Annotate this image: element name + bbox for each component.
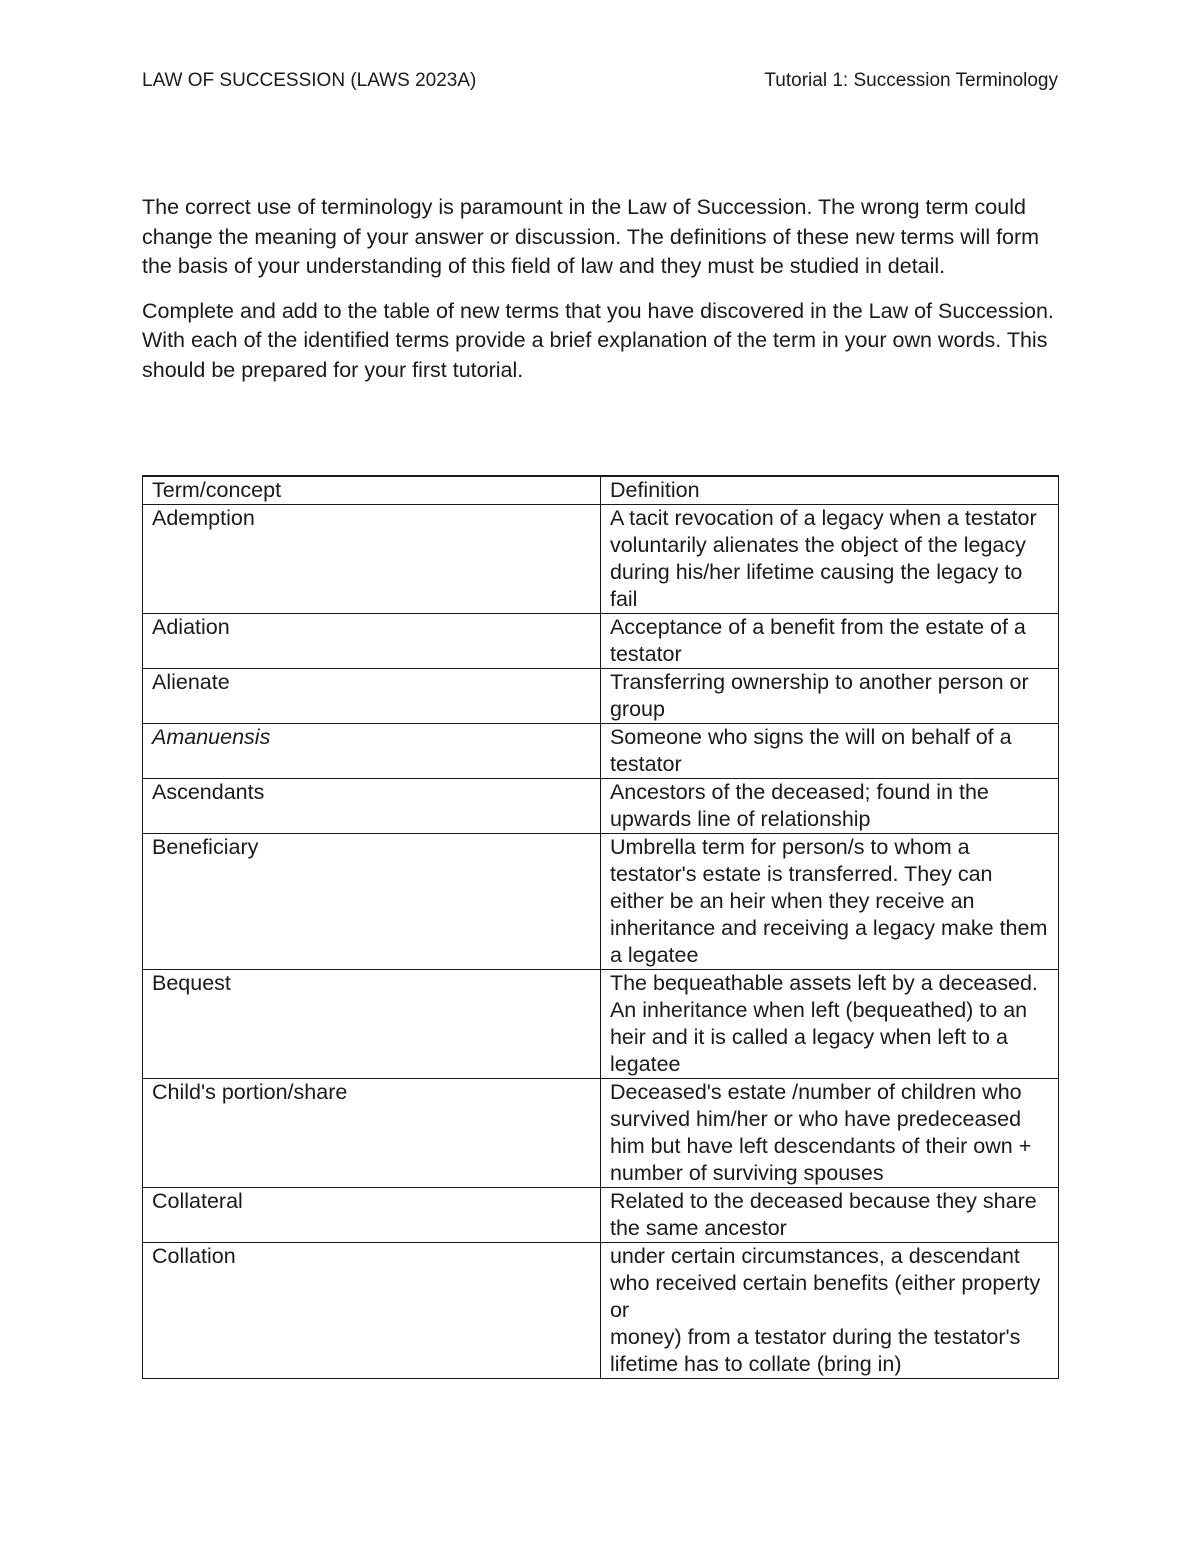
- table-row: [143, 1188, 1059, 1243]
- term-cell: Ademption: [143, 505, 601, 614]
- definition-cell: Transferring ownership to another person or group: [600, 669, 1058, 724]
- definition-cell: Ancestors of the deceased; found in the upwards line of relationship: [600, 779, 1058, 834]
- definition-cell: Acceptance of a benefit from the estate of a testator: [600, 614, 1058, 669]
- term-cell: Adiation: [143, 614, 601, 669]
- table-row: [143, 1243, 1059, 1379]
- term-cell: Collateral: [143, 1188, 601, 1243]
- table-row: [143, 724, 1059, 779]
- terminology-table: [142, 475, 1059, 1379]
- definition-line: money) from a testator during the testator's lifetime has to collate (bring in): [609, 1325, 1021, 1376]
- definition-cell: Umbrella term for person/s to whom a testator's estate is transferred. They can either be an heir when they receive an inheritance and receiving a legacy make them a legatee: [600, 834, 1058, 970]
- definition-cell: Related to the deceased because they share the same ancestor: [600, 1188, 1058, 1243]
- definition-line: under certain circumstances, a descendant who received certain benefits (either property or: [609, 1244, 1041, 1322]
- definition-cell: A tacit revocation of a legacy when a testator voluntarily alienates the object of the legacy during his/her lifetime causing the legacy to fail: [600, 505, 1058, 614]
- table-row: [143, 505, 1059, 614]
- course-title: LAW OF SUCCESSION (LAWS 2023A): [142, 70, 477, 91]
- tutorial-title: Tutorial 1: Succession Terminology: [764, 70, 1058, 91]
- table-row: [143, 970, 1059, 1079]
- header-definition: Definition: [600, 476, 1058, 505]
- intro-text: [142, 193, 1058, 400]
- page-header: [142, 70, 1058, 98]
- intro-paragraph-2: Complete and add to the table of new terms that you have discovered in the Law of Succession. With each of the identified terms provide a brief explanation of the term in your own words. This should be prepared for your first tutorial.: [142, 298, 1054, 382]
- intro-paragraph-1: The correct use of terminology is paramount in the Law of Succession. The wrong term could change the meaning of your answer or discussion. The definitions of these new terms will form the basis of your understanding of this field of law and they must be studied in detail.: [142, 195, 1040, 278]
- table-header-row: [143, 476, 1059, 505]
- term-cell: Amanuensis: [143, 724, 601, 779]
- term-cell: Ascendants: [143, 779, 601, 834]
- table-row: [143, 614, 1059, 669]
- term-cell: Collation: [143, 1243, 601, 1379]
- definition-cell: Deceased's estate /number of children who survived him/her or who have predeceased him but have left descendants of their own + number of surviving spouses: [600, 1079, 1058, 1188]
- table-row: [143, 1079, 1059, 1188]
- definition-cell: Someone who signs the will on behalf of a testator: [600, 724, 1058, 779]
- term-cell: Child's portion/share: [143, 1079, 601, 1188]
- table-row: [143, 779, 1059, 834]
- term-cell: Alienate: [143, 669, 601, 724]
- term-cell: Beneficiary: [143, 834, 601, 970]
- table-row: [143, 834, 1059, 970]
- term-cell: Bequest: [143, 970, 601, 1079]
- table-row: [143, 669, 1059, 724]
- definition-cell: The bequeathable assets left by a deceased. An inheritance when left (bequeathed) to an heir and it is called a legacy when left to a legatee: [600, 970, 1058, 1079]
- definition-cell: [600, 1243, 1058, 1379]
- header-term: Term/concept: [143, 476, 601, 505]
